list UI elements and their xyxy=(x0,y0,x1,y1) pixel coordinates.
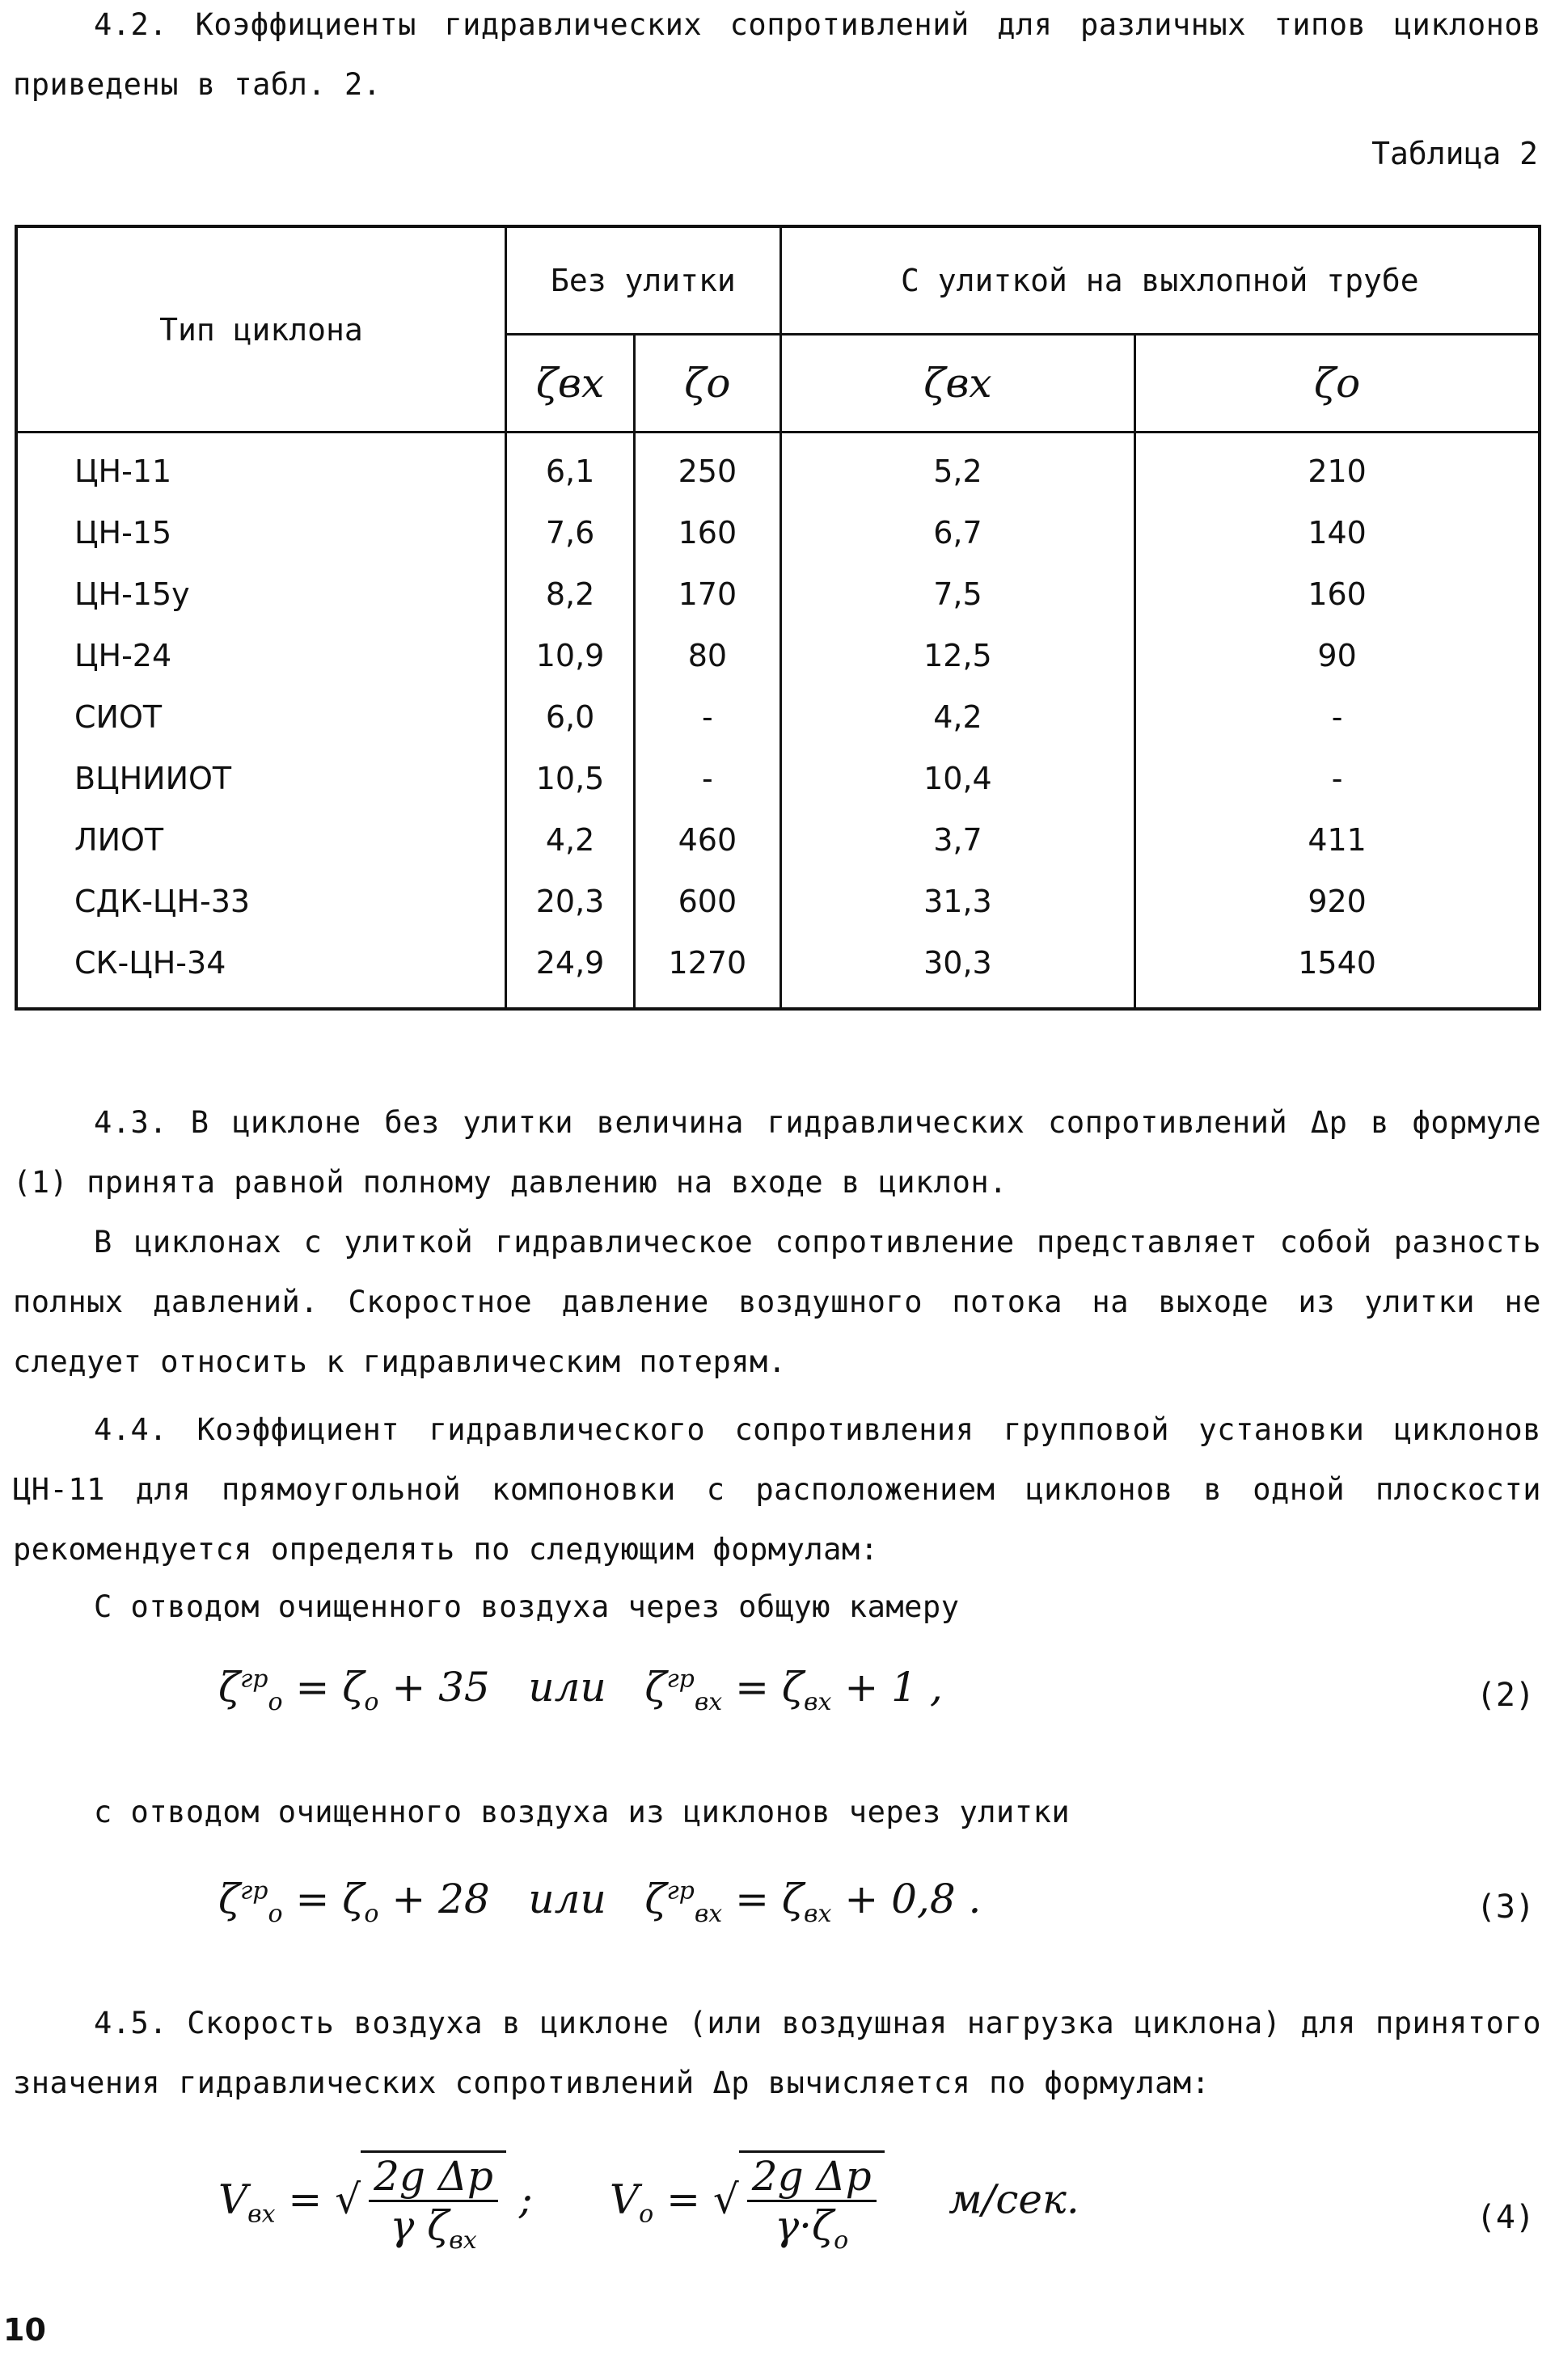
value-cell: 210 xyxy=(1135,433,1540,503)
or-word: или xyxy=(528,1876,606,1922)
equation-number-3: (3) xyxy=(1476,1888,1535,1926)
units: м/сек. xyxy=(948,2175,1079,2223)
value-cell: 1540 xyxy=(1135,932,1540,1009)
column-header-zeta-in: ζвх xyxy=(506,335,635,433)
value-cell: 7,6 xyxy=(506,502,635,563)
value-cell: 80 xyxy=(635,625,781,686)
table-row xyxy=(16,563,1540,625)
value-cell: 6,1 xyxy=(506,433,635,503)
cyclone-type: ЛИОТ xyxy=(16,809,506,871)
value-cell: - xyxy=(635,748,781,809)
zeta-symbol: ζ xyxy=(218,1664,241,1711)
table-row xyxy=(16,625,1540,686)
table-row xyxy=(16,809,1540,871)
column-header-zeta-out: ζо xyxy=(635,335,781,433)
formula-4: $V_{вх}$ = √ $\frac{\text{2g Δp}}{\gamma \zeta_{вх}}$ ; $V_о$ = √ $\frac{\text{2g Δp}}{\gamma\cdot\zeta_о}$ м/сек. xyxy=(218,2150,1079,2255)
column-group-no-snail: Без улитки xyxy=(506,226,781,335)
table-row xyxy=(16,502,1540,563)
cyclone-type: СК-ЦН-34 xyxy=(16,932,506,1009)
value-cell: 160 xyxy=(635,502,781,563)
value-cell: 7,5 xyxy=(780,563,1135,625)
value-cell: 10,5 xyxy=(506,748,635,809)
cyclone-type: СИОТ xyxy=(16,686,506,748)
cyclone-type: ЦН-24 xyxy=(16,625,506,686)
paragraph-4-4: 4.4. Коэффициент гидравлического сопротивления групповой установки циклонов ЦН-11 для прямоугольной компоновки с расположением циклонов в одной плоскости рекомендуется определять по следующим формулам: xyxy=(13,1412,1541,1567)
value-cell: 8,2 xyxy=(506,563,635,625)
value-cell: - xyxy=(635,686,781,748)
value-cell: 1270 xyxy=(635,932,781,1009)
table-row xyxy=(16,871,1540,932)
table-row xyxy=(16,433,1540,503)
formula-3: $\zeta^{гр}_о = \zeta_о + 28$ или $\zeta^{гр}_{вх} = \zeta_{вх} + 0,8$ . xyxy=(218,1876,982,1928)
paragraph-4-3-continued: В циклонах с улиткой гидравлическое сопротивление представляет собой разность полных давлений. Скоростное давление воздушного потока на выходе из улитки не следует относить к гидравлическим потерям. xyxy=(13,1225,1541,1379)
formula-2: $\zeta^{гр}_о = \zeta_о + 35$ или $\zeta^{гр}_{вх} = \zeta_{вх} + 1$ , xyxy=(218,1664,943,1716)
value-cell: 5,2 xyxy=(780,433,1135,503)
value-cell: 24,9 xyxy=(506,932,635,1009)
value-cell: 30,3 xyxy=(780,932,1135,1009)
table-row xyxy=(16,932,1540,1009)
value-cell: 4,2 xyxy=(780,686,1135,748)
equation-number-2: (2) xyxy=(1476,1677,1535,1714)
line-common-chamber: С отводом очищенного воздуха через общую камеру xyxy=(94,1589,960,1624)
value-cell: 411 xyxy=(1135,809,1540,871)
cyclone-type: СДК-ЦН-33 xyxy=(16,871,506,932)
coefficients-table xyxy=(15,225,1541,1011)
paragraph-4-2: 4.2. Коэффициенты гидравлических сопротивлений для различных типов циклонов приведены в табл. 2. xyxy=(13,7,1541,102)
value-cell: - xyxy=(1135,686,1540,748)
table-row xyxy=(16,686,1540,748)
value-cell: 12,5 xyxy=(780,625,1135,686)
value-cell: 90 xyxy=(1135,625,1540,686)
value-cell: 10,4 xyxy=(780,748,1135,809)
value-cell: 6,7 xyxy=(780,502,1135,563)
value-cell: 160 xyxy=(1135,563,1540,625)
table-row xyxy=(16,748,1540,809)
value-cell: 10,9 xyxy=(506,625,635,686)
value-cell: 3,7 xyxy=(780,809,1135,871)
paragraph-4-3: 4.3. В циклоне без улитки величина гидравлических сопротивлений Δp в формуле (1) принята равной полному давлению на входе в циклон. xyxy=(13,1105,1541,1200)
value-cell: 140 xyxy=(1135,502,1540,563)
sqrt-symbol: √ xyxy=(712,2175,739,2223)
column-header-zeta-in: ζвх xyxy=(780,335,1135,433)
value-cell: 170 xyxy=(635,563,781,625)
or-word: или xyxy=(528,1664,606,1711)
value-cell: 4,2 xyxy=(506,809,635,871)
value-cell: 920 xyxy=(1135,871,1540,932)
cyclone-type: ЦН-15 xyxy=(16,502,506,563)
table-title: Таблица 2 xyxy=(1371,136,1538,171)
value-cell: 31,3 xyxy=(780,871,1135,932)
cyclone-type: ЦН-11 xyxy=(16,433,506,503)
line-snails: с отводом очищенного воздуха из циклонов через улитки xyxy=(94,1795,1071,1829)
cyclone-type: ЦН-15у xyxy=(16,563,506,625)
value-cell: 460 xyxy=(635,809,781,871)
column-header-type: Тип циклона xyxy=(16,226,506,433)
value-cell: 6,0 xyxy=(506,686,635,748)
column-header-zeta-out: ζо xyxy=(1135,335,1540,433)
column-group-with-snail: С улиткой на выхлопной трубе xyxy=(780,226,1540,335)
value-cell: - xyxy=(1135,748,1540,809)
value-cell: 600 xyxy=(635,871,781,932)
value-cell: 250 xyxy=(635,433,781,503)
value-cell: 20,3 xyxy=(506,871,635,932)
cyclone-type: ВЦНИИОТ xyxy=(16,748,506,809)
equation-number-4: (4) xyxy=(1476,2199,1535,2236)
sqrt-symbol: √ xyxy=(335,2175,361,2223)
paragraph-4-5: 4.5. Скорость воздуха в циклоне (или воздушная нагрузка циклона) для принятого значения гидравлических сопротивлений Δp вычисляется по формулам: xyxy=(13,2006,1541,2100)
page-number: 10 xyxy=(3,2312,46,2348)
